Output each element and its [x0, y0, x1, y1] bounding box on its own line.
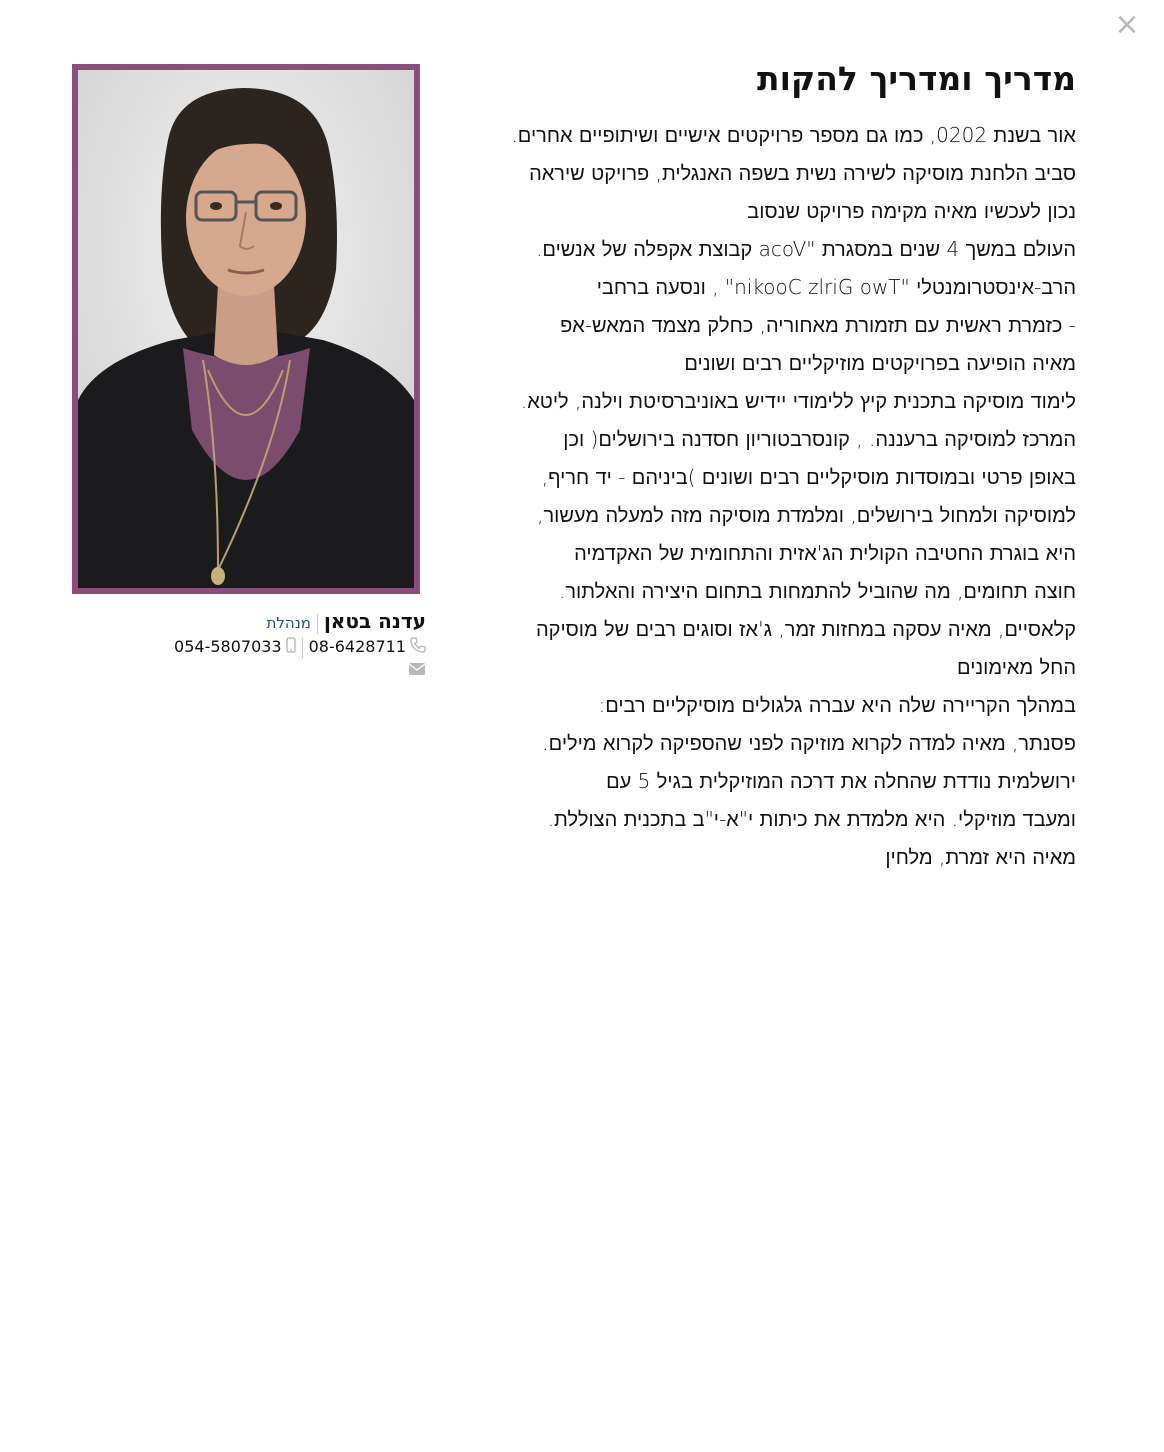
phone-number[interactable]: 08-6428711: [308, 637, 406, 656]
bio-line: החל מאימונים: [957, 655, 1076, 679]
person-role: מנהלת: [266, 614, 311, 632]
bio-line: פסנתר, מאיה למדה לקרוא מוזיקה לפני שהספיקה לקרוא מילים.: [542, 731, 1076, 755]
name-divider: [317, 614, 318, 634]
close-icon: ×: [1114, 7, 1140, 42]
bio-line: נכון לעכשיו מאיה מקימה פרויקט שנסוב: [747, 199, 1076, 223]
contact-card: [150, 608, 426, 682]
portrait-image: [78, 70, 414, 588]
name-row: [150, 608, 426, 634]
bio-section: [470, 54, 1076, 876]
person-name: עדנה בטאן: [323, 609, 426, 633]
bio-line: במהלך הקריירה שלה היא עברה גלגולים מוסיקליים רבים:: [598, 693, 1076, 717]
bio-line: חוצה תחומים, מה שהוביל להתמחות בתחום היצירה והאלתור.: [558, 579, 1076, 603]
bio-line: באופן פרטי ובמוסדות מוסיקליים רבים ושונים )ביניהם - יד חריף,: [541, 465, 1076, 489]
bio-line: העולם במשך 4 שנים במסגרת "acoV קבוצת אקפלה של אנשים.: [536, 237, 1076, 261]
bio-line: המרכז למוסיקה ברעננה. , קונסרבטוריון חסדנה בירושלים( וכן: [563, 427, 1076, 451]
bio-line: הרב-אינסטרומנטלי "nikooC zlriG owT" , ונסעה ברחבי: [596, 275, 1076, 299]
bio-line: קלאסיים, מאיה עסקה במחזות זמר, ג'אז וסוגים רבים של מוסיקה: [535, 617, 1076, 641]
bio-line: ומעבד מוזיקלי. היא מלמדת את כיתות י"א-י"ב בתכנית הצוללת.: [547, 807, 1076, 831]
bio-line: היא בוגרת החטיבה הקולית הג'אזית והתחומית של האקדמיה: [574, 541, 1076, 565]
bio-line: סביב הלחנת מוסיקה לשירה נשית בשפה האנגלית, פרויקט שיראה: [529, 161, 1076, 185]
bio-line: ירושלמית נודדת שהחלה את דרכה המוזיקלית בגיל 5 עם: [606, 769, 1076, 793]
phone-divider: [302, 638, 303, 658]
close-button[interactable]: [1112, 7, 1142, 42]
bio-title: מדריך ומדריך להקות: [757, 59, 1076, 98]
phone-row: [150, 636, 426, 658]
bio-line: לימוד מוסיקה בתכנית קיץ ללימודי יידיש באוניברסיטת וילנה, ליטא.: [520, 389, 1076, 413]
profile-photo: [72, 64, 420, 594]
bio-line: למוסיקה ולמחול בירושלים, ומלמדת מוסיקה מזה למעלה מעשור,: [537, 503, 1076, 527]
bio-line: מאיה הופיעה בפרויקטים מוזיקליים רבים ושונים: [684, 351, 1076, 375]
bio-line: - כזמרת ראשית עם תזמורת מאחוריה, כחלק מצמד המאש-אפ: [560, 313, 1076, 337]
envelope-icon[interactable]: [408, 661, 426, 680]
bio-line: מאיה היא זמרת, מלחין: [885, 845, 1076, 869]
mobile-icon: [286, 637, 296, 659]
bio-text: [470, 116, 1076, 876]
bio-line: אור בשנת 0202, כמו גם מספר פרויקטים אישיים ושיתופיים אחרים.: [511, 123, 1076, 147]
email-row: [150, 660, 426, 682]
mobile-number[interactable]: 054-5807033: [174, 637, 282, 656]
phone-icon: [410, 637, 426, 659]
